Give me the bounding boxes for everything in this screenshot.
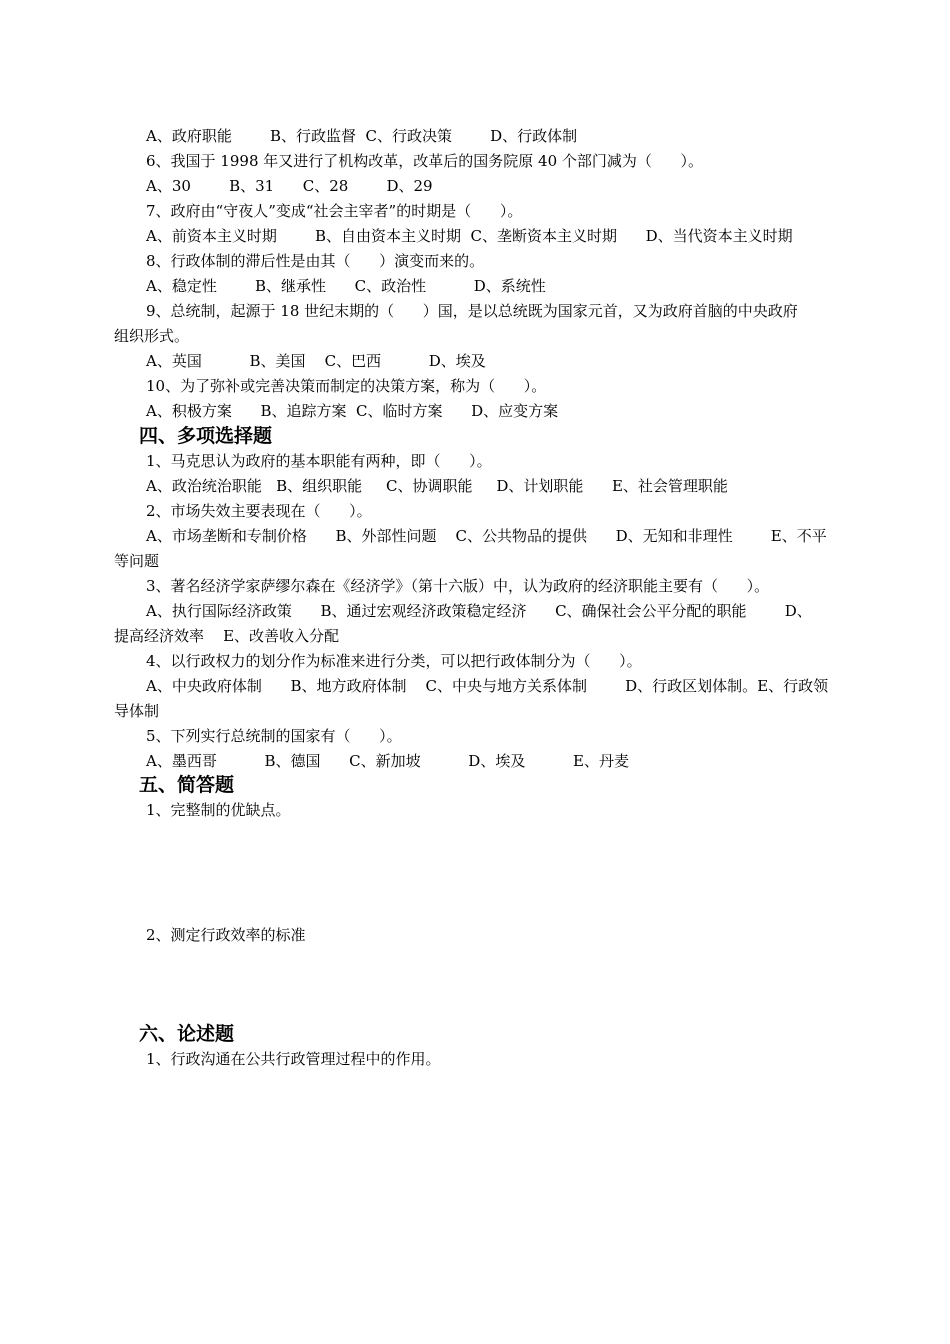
question-6: 6、我国于 1998 年又进行了机构改革，改革后的国务院原 40 个部门减为（ ）。: [146, 152, 703, 170]
question-9: 9、总统制，起源于 18 世纪末期的（ ）国，是以总统既为国家元首，又为政府首脑的中央政府: [146, 302, 798, 320]
short-answer-question-1: 1、完整制的优缺点。: [146, 801, 291, 819]
q6-options: A、30 B、31 C、28 D、29: [146, 177, 433, 195]
essay-question-1: 1、行政沟通在公共行政管理过程中的作用。: [146, 1050, 441, 1068]
mc-q4-options: A、中央政府体制 B、地方政府体制 C、中央与地方关系体制 D、行政区划体制。E、行政领: [146, 677, 829, 695]
section-heading-multiple-choice: 四、多项选择题: [139, 425, 273, 447]
section-heading-essay: 六、论述题: [139, 1023, 235, 1045]
q10-options: A、积极方案 B、追踪方案 C、临时方案 D、应变方案: [146, 402, 559, 420]
mc-q2-options-continued: 等问题: [114, 552, 160, 570]
question-7: 7、政府由“守夜人”变成“社会主宰者”的时期是（ ）。: [146, 202, 523, 220]
mc-question-1: 1、马克思认为政府的基本职能有两种，即（ ）。: [146, 452, 492, 470]
mc-question-3: 3、著名经济学家萨缪尔森在《经济学》（第十六版）中，认为政府的经济职能主要有（ ）。: [146, 577, 770, 595]
mc-q1-options: A、政治统治职能 B、组织职能 C、协调职能 D、计划职能 E、社会管理职能: [146, 477, 728, 495]
question-8: 8、行政体制的滞后性是由其（ ）演变而来的。: [146, 252, 485, 270]
section-heading-short-answer: 五、简答题: [139, 774, 235, 796]
short-answer-question-2: 2、测定行政效率的标准: [146, 926, 306, 944]
q5-options: A、政府职能 B、行政监督 C、行政决策 D、行政体制: [146, 127, 578, 145]
mc-question-5: 5、下列实行总统制的国家有（ ）。: [146, 727, 402, 745]
mc-q4-options-continued: 导体制: [114, 702, 160, 720]
mc-question-2: 2、市场失效主要表现在（ ）。: [146, 502, 372, 520]
question-9-continued: 组织形式。: [114, 327, 190, 345]
q7-options: A、前资本主义时期 B、自由资本主义时期 C、垄断资本主义时期 D、当代资本主义时期: [146, 227, 793, 245]
q9-options: A、英国 B、美国 C、巴西 D、埃及: [146, 352, 486, 370]
mc-q5-options: A、墨西哥 B、德国 C、新加坡 D、埃及 E、丹麦: [146, 752, 629, 770]
question-10: 10、为了弥补或完善决策而制定的决策方案，称为（ ）。: [146, 377, 547, 395]
mc-q3-options-continued: 提高经济效率 E、改善收入分配: [114, 627, 340, 645]
mc-question-4: 4、以行政权力的划分作为标准来进行分类，可以把行政体制分为（ ）。: [146, 652, 642, 670]
q8-options: A、稳定性 B、继承性 C、政治性 D、系统性: [146, 277, 546, 295]
mc-q3-options: A、执行国际经济政策 B、通过宏观经济政策稳定经济 C、确保社会公平分配的职能 D、: [146, 602, 812, 620]
mc-q2-options: A、市场垄断和专制价格 B、外部性问题 C、公共物品的提供 D、无知和非理性 E、不平: [146, 527, 827, 545]
